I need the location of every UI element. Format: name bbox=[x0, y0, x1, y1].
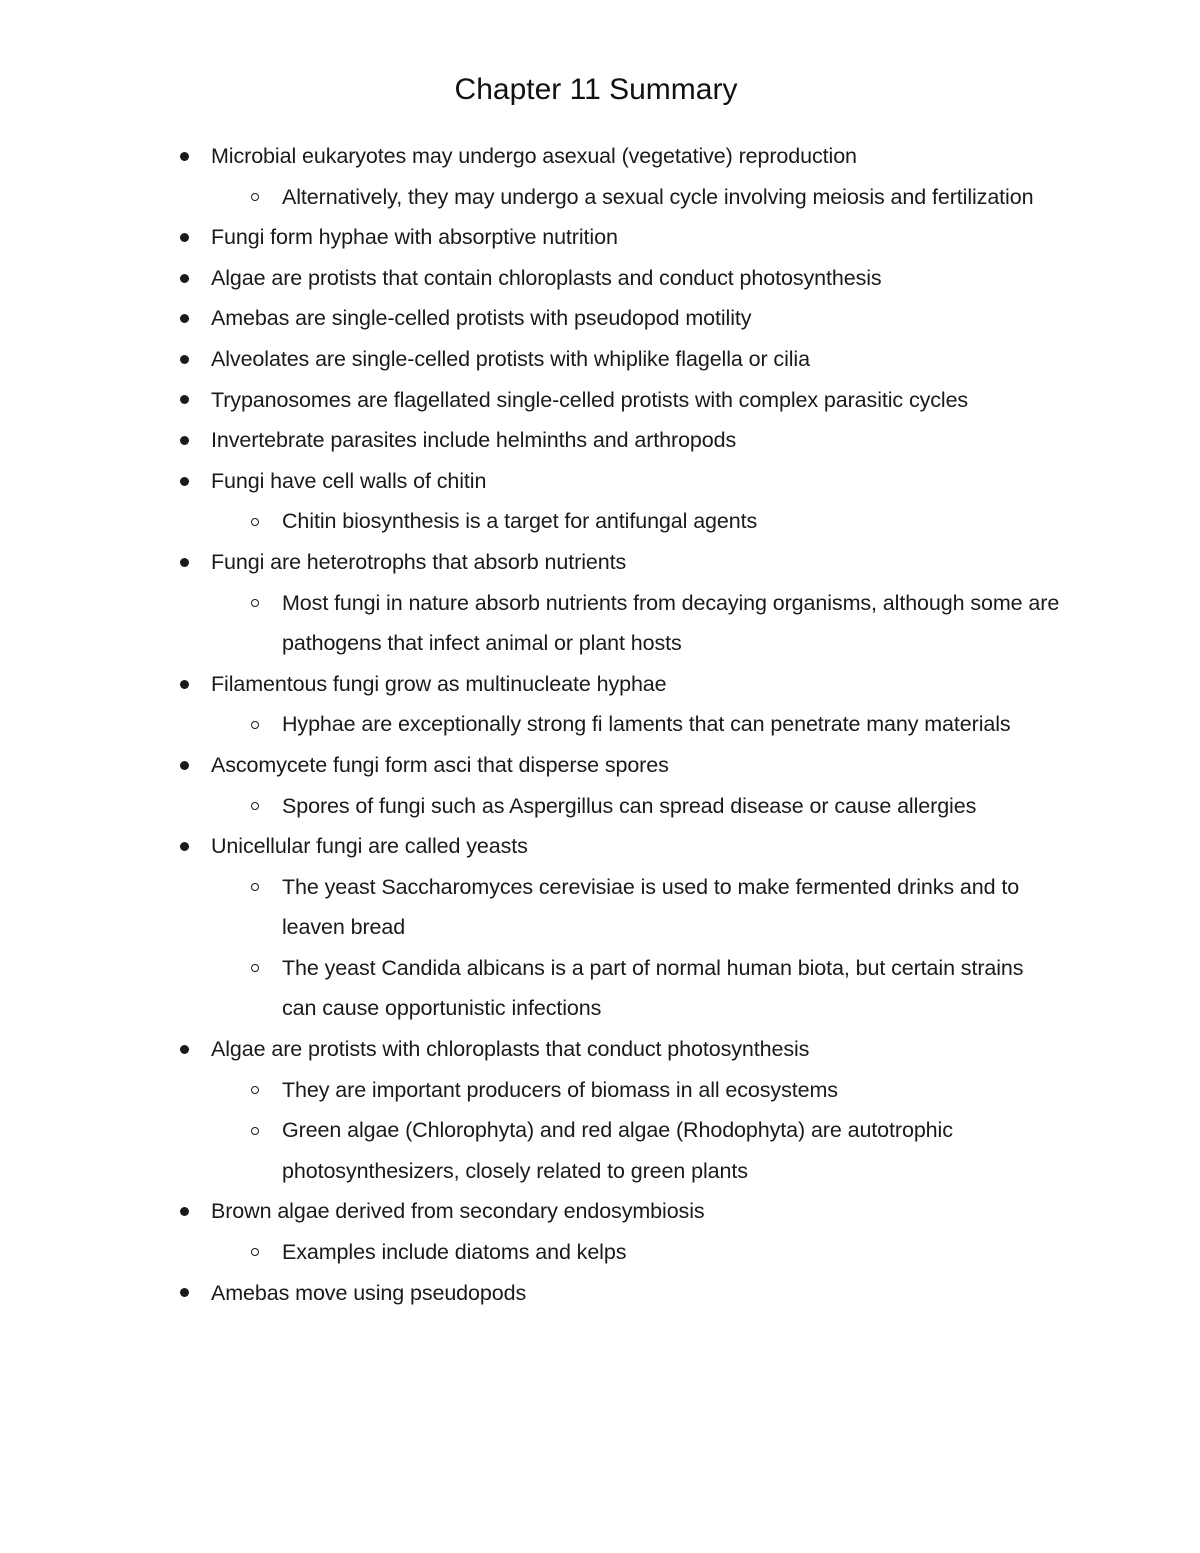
disc-icon bbox=[180, 1045, 189, 1054]
hollow-bullet-icon bbox=[248, 704, 262, 745]
bullet-text: They are important producers of biomass in all ecosystems bbox=[282, 1077, 838, 1102]
disc-icon bbox=[180, 355, 189, 364]
circle-icon bbox=[251, 721, 259, 729]
filled-bullet-icon bbox=[177, 1191, 191, 1232]
filled-bullet-icon bbox=[177, 1029, 191, 1070]
bullet-text: Fungi have cell walls of chitin bbox=[211, 468, 487, 493]
bullet-list bbox=[0, 136, 1200, 1313]
bullet-text: Algae are protists with chloroplasts that conduct photosynthesis bbox=[211, 1037, 810, 1062]
filled-bullet-icon bbox=[177, 380, 191, 421]
bullet-item bbox=[0, 461, 1200, 502]
hollow-bullet-icon bbox=[248, 867, 262, 908]
sub-bullet-item bbox=[0, 948, 1200, 1029]
bullet-text: Trypanosomes are flagellated single-celled protists with complex parasitic cycles bbox=[211, 387, 969, 412]
circle-icon bbox=[251, 518, 259, 526]
bullet-text: Examples include diatoms and kelps bbox=[282, 1240, 627, 1265]
circle-icon bbox=[251, 1248, 259, 1256]
bullet-item bbox=[0, 542, 1200, 583]
bullet-text: Most fungi in nature absorb nutrients from decaying organisms, although some are pathogens that infect animal or plant hosts bbox=[282, 590, 1060, 656]
circle-icon bbox=[251, 599, 259, 607]
sub-bullet-item bbox=[0, 786, 1200, 827]
filled-bullet-icon bbox=[177, 826, 191, 867]
filled-bullet-icon bbox=[177, 745, 191, 786]
disc-icon bbox=[180, 274, 189, 283]
hollow-bullet-icon bbox=[248, 583, 262, 624]
bullet-text: Algae are protists that contain chloroplasts and conduct photosynthesis bbox=[211, 265, 882, 290]
bullet-item bbox=[0, 258, 1200, 299]
filled-bullet-icon bbox=[177, 542, 191, 583]
filled-bullet-icon bbox=[177, 298, 191, 339]
bullet-text: Unicellular fungi are called yeasts bbox=[211, 834, 528, 859]
hollow-bullet-icon bbox=[248, 1232, 262, 1273]
sub-bullet-item bbox=[0, 177, 1200, 218]
circle-icon bbox=[251, 883, 259, 891]
hollow-bullet-icon bbox=[248, 1070, 262, 1111]
disc-icon bbox=[180, 436, 189, 445]
circle-icon bbox=[251, 193, 259, 201]
bullet-text: Filamentous fungi grow as multinucleate hyphae bbox=[211, 671, 667, 696]
disc-icon bbox=[180, 1288, 189, 1297]
bullet-item bbox=[0, 380, 1200, 421]
filled-bullet-icon bbox=[177, 258, 191, 299]
bullet-text: Alternatively, they may undergo a sexual cycle involving meiosis and fertilization bbox=[282, 184, 1034, 209]
bullet-text: The yeast Saccharomyces cerevisiae is used to make fermented drinks and to leaven bread bbox=[282, 874, 1020, 940]
filled-bullet-icon bbox=[177, 664, 191, 705]
disc-icon bbox=[180, 314, 189, 323]
filled-bullet-icon bbox=[177, 1273, 191, 1314]
bullet-text: Fungi are heterotrophs that absorb nutrients bbox=[211, 549, 627, 574]
circle-icon bbox=[251, 802, 259, 810]
disc-icon bbox=[180, 842, 189, 851]
sub-bullet-item bbox=[0, 1070, 1200, 1111]
disc-icon bbox=[180, 233, 189, 242]
hollow-bullet-icon bbox=[248, 501, 262, 542]
hollow-bullet-icon bbox=[248, 177, 262, 218]
bullet-item bbox=[0, 298, 1200, 339]
sub-bullet-item bbox=[0, 1232, 1200, 1273]
disc-icon bbox=[180, 1207, 189, 1216]
bullet-text: Ascomycete fungi form asci that disperse spores bbox=[211, 752, 669, 777]
sub-bullet-item bbox=[0, 867, 1200, 948]
bullet-item bbox=[0, 1191, 1200, 1232]
disc-icon bbox=[180, 761, 189, 770]
bullet-item bbox=[0, 1273, 1200, 1314]
circle-icon bbox=[251, 1086, 259, 1094]
disc-icon bbox=[180, 395, 189, 404]
bullet-text: Green algae (Chlorophyta) and red algae (Rhodophyta) are autotrophic photosynthesizers, closely related to green plants bbox=[282, 1118, 953, 1183]
disc-icon bbox=[180, 680, 189, 689]
hollow-bullet-icon bbox=[248, 786, 262, 827]
bullet-text: Hyphae are exceptionally strong fi laments that can penetrate many materials bbox=[282, 712, 1011, 737]
filled-bullet-icon bbox=[177, 420, 191, 461]
sub-bullet-item bbox=[0, 704, 1200, 745]
disc-icon bbox=[180, 477, 189, 486]
circle-icon bbox=[251, 964, 259, 972]
bullet-item bbox=[0, 136, 1200, 177]
hollow-bullet-icon bbox=[248, 1110, 262, 1151]
filled-bullet-icon bbox=[177, 461, 191, 502]
bullet-text: Invertebrate parasites include helminths and arthropods bbox=[211, 428, 737, 453]
sub-bullet-item bbox=[0, 583, 1200, 664]
bullet-item bbox=[0, 217, 1200, 258]
disc-icon bbox=[180, 558, 189, 567]
hollow-bullet-icon bbox=[248, 948, 262, 989]
bullet-item bbox=[0, 420, 1200, 461]
bullet-text: Amebas move using pseudopods bbox=[211, 1280, 527, 1305]
filled-bullet-icon bbox=[177, 339, 191, 380]
sub-bullet-item bbox=[0, 1110, 1200, 1191]
circle-icon bbox=[251, 1127, 259, 1135]
bullet-text: Brown algae derived from secondary endosymbiosis bbox=[211, 1199, 705, 1224]
bullet-text: Chitin biosynthesis is a target for antifungal agents bbox=[282, 509, 758, 534]
sub-bullet-item bbox=[0, 501, 1200, 542]
bullet-item bbox=[0, 745, 1200, 786]
filled-bullet-icon bbox=[177, 136, 191, 177]
bullet-item bbox=[0, 339, 1200, 380]
bullet-text: Alveolates are single-celled protists with whiplike flagella or cilia bbox=[211, 346, 810, 371]
bullet-text: The yeast Candida albicans is a part of normal human biota, but certain strains can cause opportunistic infections bbox=[282, 955, 1024, 1021]
disc-icon bbox=[180, 152, 189, 161]
bullet-text: Amebas are single-celled protists with pseudopod motility bbox=[211, 306, 752, 331]
bullet-text: Fungi form hyphae with absorptive nutrition bbox=[211, 225, 618, 250]
bullet-text: Microbial eukaryotes may undergo asexual (vegetative) reproduction bbox=[211, 144, 857, 168]
bullet-text: Spores of fungi such as Aspergillus can spread disease or cause allergies bbox=[282, 793, 977, 818]
page-title: Chapter 11 Summary bbox=[454, 73, 738, 106]
bullet-item bbox=[0, 1029, 1200, 1070]
bullet-item bbox=[0, 664, 1200, 705]
bullet-item bbox=[0, 826, 1200, 867]
filled-bullet-icon bbox=[177, 217, 191, 258]
